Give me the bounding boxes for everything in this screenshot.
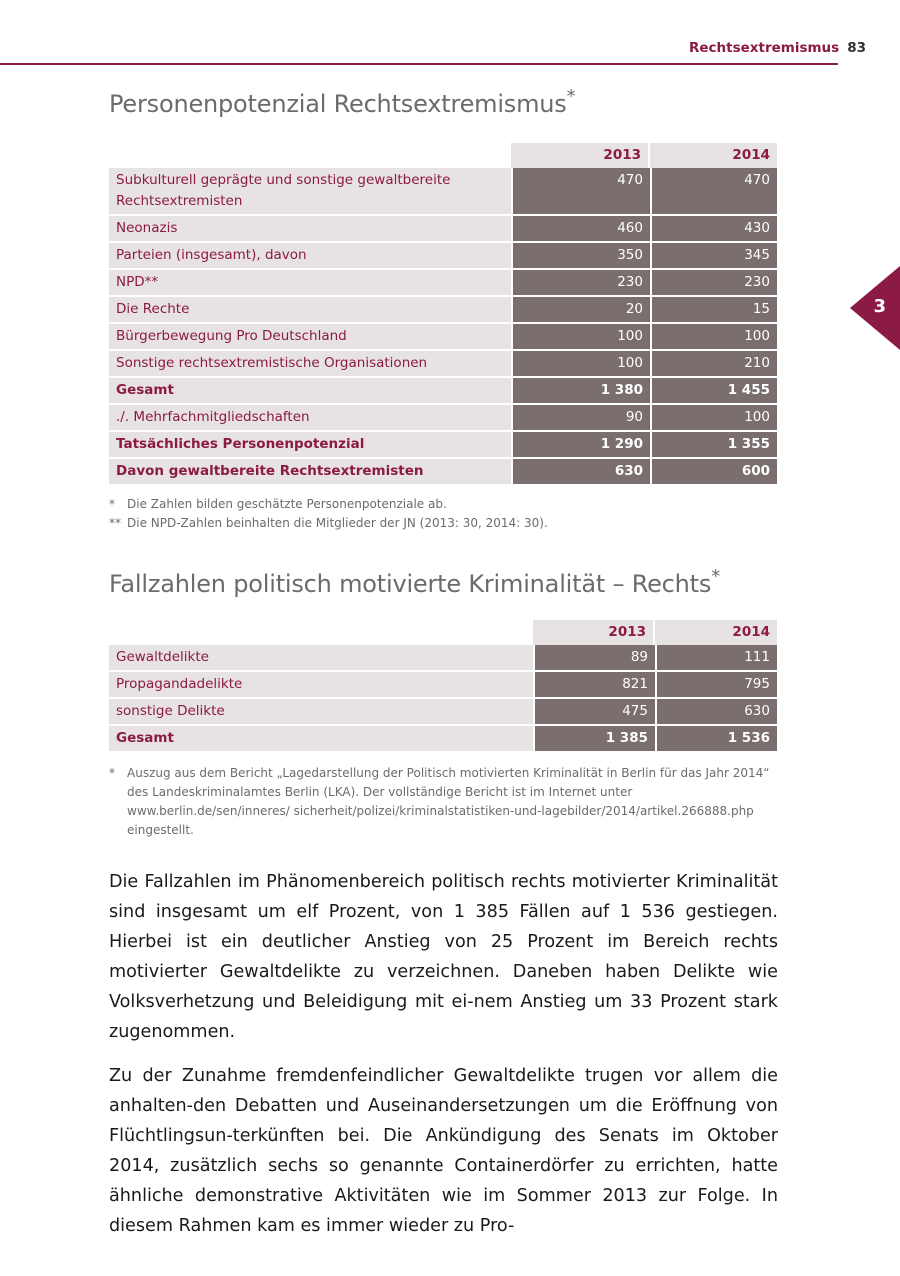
value-2014: 600 [650, 459, 777, 486]
footnote [109, 495, 777, 514]
value-2014: 15 [650, 297, 777, 324]
table-row [109, 726, 777, 753]
value-2014: 230 [650, 270, 777, 297]
value-2013: 1 385 [533, 726, 655, 753]
value-2014: 630 [655, 699, 777, 726]
value-2013: 460 [511, 216, 650, 243]
value-2014: 210 [650, 351, 777, 378]
paragraph: Die Fallzahlen im Phänomenbereich politisch rechts motivierter Kriminalität sind insgesamt um elf Prozent, von 1 385 Fällen auf 1 536 gestiegen. Hierbei ist ein deutlicher Anstieg von 25 Prozent im Bereich rechts motivierter Gewaltdelikte zu verzeichnen. Daneben haben Delikte wie Volksverhetzung und Beleidigung mit ei-nem Anstieg um 33 Prozent stark zugenommen. [109, 872, 778, 1042]
value-2013: 20 [511, 297, 650, 324]
value-2013: 821 [533, 672, 655, 699]
row-label: Tatsächliches Personenpotenzial [109, 432, 511, 459]
footnote [109, 764, 777, 840]
table-row [109, 270, 777, 297]
row-label: NPD** [109, 270, 511, 297]
value-2013: 630 [511, 459, 650, 486]
table1-footnotes [109, 495, 777, 533]
table-row [109, 324, 777, 351]
page-number: 83 [847, 40, 866, 56]
value-2013: 100 [511, 351, 650, 378]
section-title: Rechtsextremismus [688, 40, 840, 56]
table2-title: Fallzahlen politisch motivierte Kriminalität – Rechts* [109, 566, 721, 598]
footnote-text: Die Zahlen bilden geschätzte Personenpotenziale ab. [127, 497, 447, 511]
row-label: Davon gewaltbereite Rechtsextremisten [109, 459, 511, 486]
table-row [109, 378, 777, 405]
table2-footnotes [109, 764, 777, 840]
row-label: Gesamt [109, 378, 511, 405]
running-header [689, 40, 866, 56]
column-header-2013: 2013 [533, 620, 655, 645]
table-row [109, 405, 777, 432]
value-2013: 475 [533, 699, 655, 726]
table-row [109, 672, 777, 699]
value-2014: 111 [655, 645, 777, 672]
table-row [109, 216, 777, 243]
footnote-text: Auszug aus dem Bericht „Lagedarstellung der Politisch motivierten Kriminalität in Berlin für das Jahr 2014“ des Landeskriminalamtes Berlin (LKA). Der vollständige Bericht ist im Internet unter www.berlin.de/sen/inneres/ sicherheit/polizei/kriminalstatistiken-und-lagebilder/2014/artikel.266888.php eingestellt. [127, 766, 770, 837]
row-label: Subkulturell geprägte und sonstige gewaltbereite Rechtsextremisten [109, 168, 511, 216]
value-2013: 100 [511, 324, 650, 351]
footnote-marker: * [109, 497, 115, 511]
value-2013: 1 290 [511, 432, 650, 459]
table-row [109, 168, 777, 216]
table-row [109, 459, 777, 486]
table-row [109, 297, 777, 324]
header-rule [0, 63, 838, 65]
row-label: Die Rechte [109, 297, 511, 324]
value-2013: 90 [511, 405, 650, 432]
row-label: sonstige Delikte [109, 699, 533, 726]
table-row [109, 432, 777, 459]
value-2014: 100 [650, 324, 777, 351]
value-2014: 1 455 [650, 378, 777, 405]
table-fallzahlen [109, 620, 777, 753]
value-2013: 1 380 [511, 378, 650, 405]
table1-title: Personenpotenzial Rechtsextremismus* [109, 86, 576, 118]
row-label: Bürgerbewegung Pro Deutschland [109, 324, 511, 351]
row-label: Gesamt [109, 726, 533, 753]
row-label: Neonazis [109, 216, 511, 243]
paragraph: Zu der Zunahme fremdenfeindlicher Gewaltdelikte trugen vor allem die anhalten-den Debatten und Auseinandersetzungen um die Eröffnung von Flüchtlingsun-terkünften bei. Die Ankündigung des Senats im Oktober 2014, zusätzlich sechs so genannte Containerdörfer zu errichten, hatte ähnliche demonstrative Aktivitäten wie im Sommer 2013 zur Folge. In diesem Rahmen kam es immer wieder zu Pro- [109, 1066, 778, 1236]
row-label: Parteien (insgesamt), davon [109, 243, 511, 270]
row-label: Sonstige rechtsextremistische Organisationen [109, 351, 511, 378]
row-label: Propagandadelikte [109, 672, 533, 699]
column-header-2014: 2014 [650, 143, 777, 168]
table-personenpotenzial [109, 143, 777, 486]
value-2013: 89 [533, 645, 655, 672]
value-2014: 795 [655, 672, 777, 699]
table-row [109, 351, 777, 378]
value-2014: 1 355 [650, 432, 777, 459]
value-2014: 1 536 [655, 726, 777, 753]
footnote-marker: ** [109, 516, 121, 530]
column-header-2014: 2014 [655, 620, 777, 645]
value-2014: 470 [650, 168, 777, 216]
table-row [109, 699, 777, 726]
footnote-text: Die NPD-Zahlen beinhalten die Mitglieder der JN (2013: 30, 2014: 30). [127, 516, 548, 530]
table-row [109, 645, 777, 672]
value-2014: 100 [650, 405, 777, 432]
value-2013: 470 [511, 168, 650, 216]
footnote-marker: * [109, 766, 115, 780]
footnote [109, 514, 777, 533]
body-text [109, 867, 778, 1255]
row-label: ./. Mehrfachmitgliedschaften [109, 405, 511, 432]
row-label: Gewaltdelikte [109, 645, 533, 672]
chapter-number: 3 [873, 296, 886, 317]
value-2014: 430 [650, 216, 777, 243]
value-2014: 345 [650, 243, 777, 270]
value-2013: 350 [511, 243, 650, 270]
column-header-2013: 2013 [511, 143, 650, 168]
table-row [109, 243, 777, 270]
value-2013: 230 [511, 270, 650, 297]
